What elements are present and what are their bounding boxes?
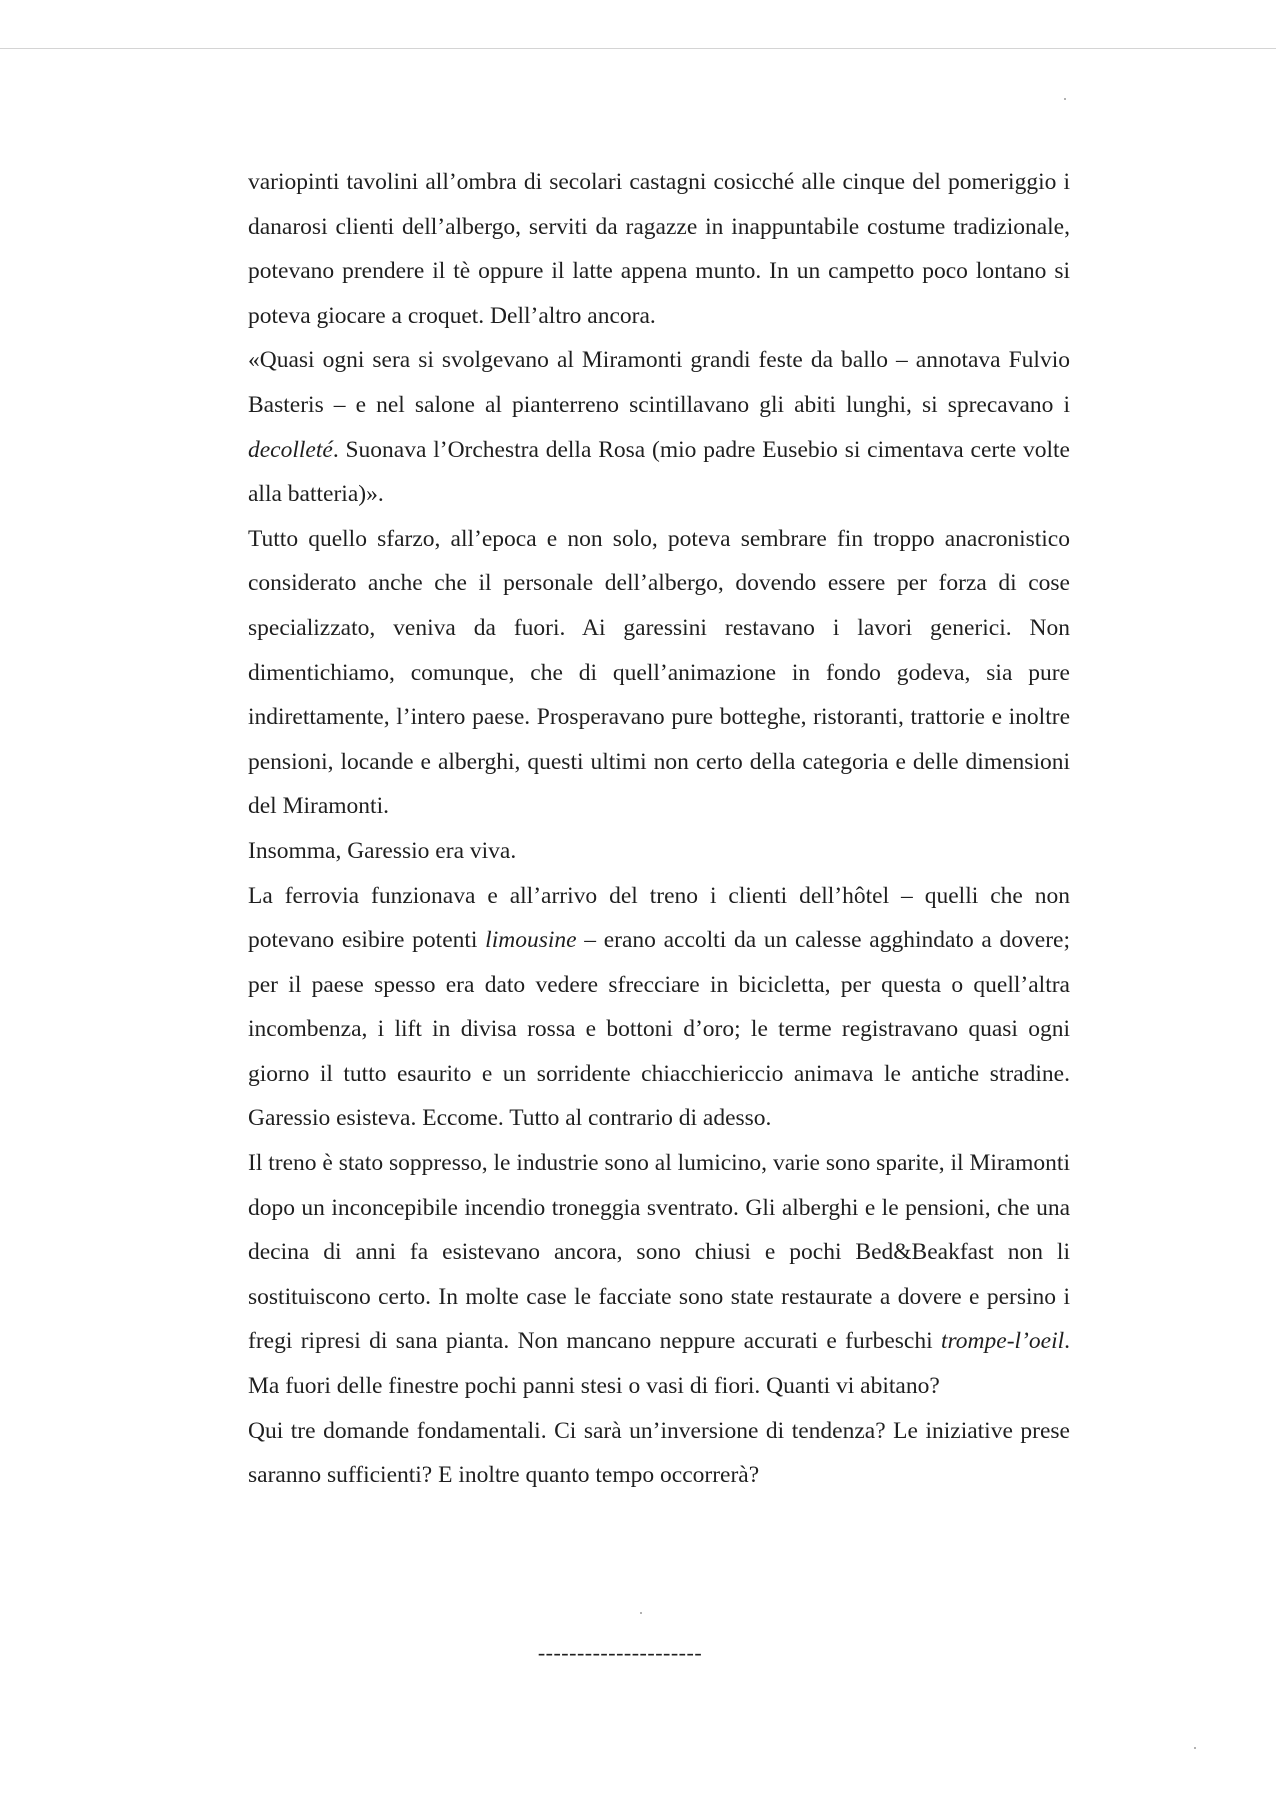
italic-term: trompe-l’oeil (941, 1328, 1065, 1355)
italic-term: limousine (485, 927, 577, 954)
text-run: variopinti tavolini all’ombra di secolari castagni cosicché alle cinque del pomeriggio i danarosi clienti dell’albergo, serviti da ragazze in inappuntabile costume tradizionale, potevano prendere il tè oppure il latte appena munto. In un campetto poco lontano si poteva giocare a croquet. Dell’altro ancora. (248, 169, 1070, 329)
italic-term: decolleté (248, 436, 333, 463)
document-body (248, 160, 1070, 1498)
paragraph (248, 338, 1070, 516)
text-run: . Ma fuori delle finestre pochi panni stesi o vasi di fiori. Quanti vi abitano? (248, 1328, 1070, 1400)
scan-speck (1194, 1747, 1196, 1749)
paragraph (248, 874, 1070, 1142)
text-run: «Quasi ogni sera si svolgevano al Miramonti grandi feste da ballo – annotava Fulvio Basteris – e nel salone al pianterreno scintillavano gli abiti lunghi, si sprecavano i (248, 347, 1070, 418)
paragraph (248, 517, 1070, 829)
text-run: Tutto quello sfarzo, all’epoca e non solo, poteva sembrare fin troppo anacronistico considerato anche che il personale dell’albergo, dovendo essere per forza di cose specializzato, veniva da fuori. Ai garessini restavano i lavori generici. Non dimentichiamo, comunque, che di quell’animazione in fondo godeva, sia pure indirettamente, l’intero paese. Prosperavano pure botteghe, ristoranti, trattorie e inoltre pensioni, locande e alberghi, questi ultimi non certo della categoria e delle dimensioni del Miramonti. (248, 525, 1070, 820)
scan-speck (640, 1612, 642, 1614)
scan-speck (1064, 98, 1066, 100)
text-run: La ferrovia funzionava e all’arrivo del treno i clienti dell’hôtel – quelli che non potevano esibire potenti (248, 882, 1070, 954)
paragraph (248, 829, 1070, 874)
text-run: Qui tre domande fondamentali. Ci sarà un’inversione di tendenza? Le iniziative prese saranno sufficienti? E inoltre quanto tempo occorrerà? (248, 1417, 1070, 1489)
text-run: – erano accolti da un calesse agghindato a dovere; per il paese spesso era dato vedere sfrecciare in bicicletta, per questa o quell’altra incombenza, i lift in divisa rossa e bottoni d’oro; le terme registravano quasi ogni giorno il tutto esaurito e un sorridente chiacchiericcio animava le antiche stradine. Garessio esisteva. Eccome. Tutto al contrario di adesso. (248, 927, 1070, 1132)
separator-dashes: --------------------- (537, 1640, 703, 1665)
paragraph (248, 1141, 1070, 1409)
page-top-rule (0, 48, 1276, 49)
section-separator (0, 1640, 1276, 1666)
text-run: . Suonava l’Orchestra della Rosa (mio padre Eusebio si cimentava certe volte alla batteria)». (248, 436, 1070, 508)
paragraph (248, 1409, 1070, 1498)
paragraph (248, 160, 1070, 338)
text-run: Insomma, Garessio era viva. (248, 837, 517, 864)
text-run: Il treno è stato soppresso, le industrie sono al lumicino, varie sono sparite, il Miramonti dopo un inconcepibile incendio troneggia sventrato. Gli alberghi e le pensioni, che una decina di anni fa esistevano ancora, sono chiusi e pochi Bed&Beakfast non li sostituiscono certo. In molte case le facciate sono state restaurate a dovere e persino i fregi ripresi di sana pianta. Non mancano neppure accurati e furbeschi (248, 1150, 1070, 1355)
